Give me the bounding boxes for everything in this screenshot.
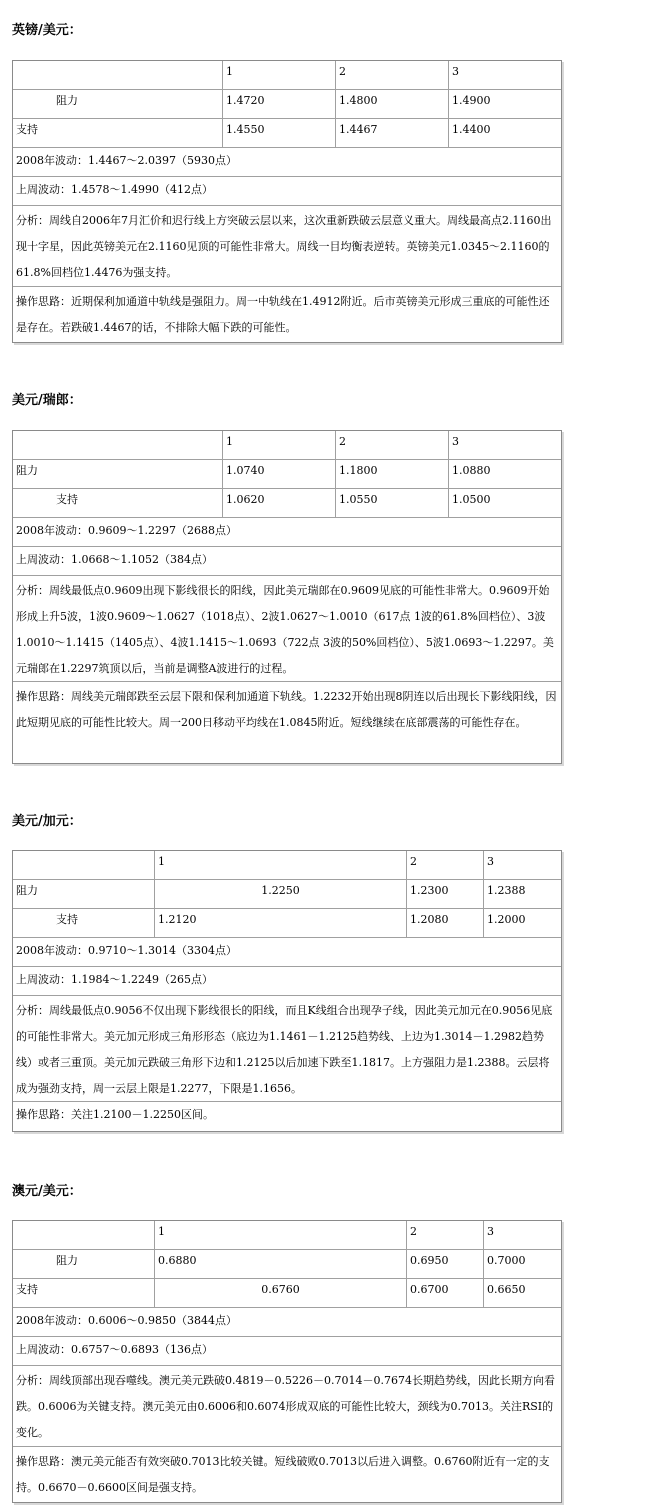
- resistance-value: 0.7000: [487, 1254, 526, 1267]
- header-cell: 2: [336, 431, 449, 459]
- support-value: 1.4467: [336, 119, 449, 147]
- range-2008-text: 2008年波动：0.6006～0.9850（3844点）: [16, 1314, 237, 1327]
- resistance-row: [13, 90, 561, 119]
- resistance-value: 1.2250: [155, 880, 407, 908]
- support-value: 1.0550: [336, 489, 449, 517]
- section-title: 美元/瑞郎：: [12, 393, 82, 408]
- support-label: 支持: [13, 1279, 155, 1307]
- strategy-text: 操作思路：关注1.2100－1.2250区间。: [16, 1108, 214, 1121]
- resistance-value: 1.4800: [336, 90, 449, 118]
- support-value: 0.6760: [155, 1279, 407, 1307]
- quote-table: [12, 60, 562, 343]
- support-value: 0.6650: [487, 1283, 526, 1296]
- range-2008-row: [13, 1308, 561, 1337]
- last-week-text: 上周波动：1.4578～1.4990（412点）: [16, 183, 213, 196]
- table-header-row: [13, 61, 561, 90]
- header-cell: 1: [155, 1221, 407, 1249]
- strategy-text: 操作思路：澳元美元能否有效突破0.7013比较关键。短线破败0.7013以后进入调整。0.6760附近有一定的支持。0.6670－0.6600区间是强支持。: [16, 1455, 550, 1494]
- header-cell: 3: [452, 65, 459, 78]
- support-label: 支持: [13, 119, 223, 147]
- section-title: 英镑/美元：: [12, 23, 82, 38]
- strategy-text: 操作思路：近期保利加通道中轨线是强阻力。周一中轨线在1.4912附近。后市英镑美元形成三重底的可能性还是存在。若跌破1.4467的话，不排除大幅下跌的可能性。: [16, 295, 550, 334]
- support-row: [13, 119, 561, 148]
- header-cell: 3: [487, 1225, 494, 1238]
- strategy-row: [13, 287, 561, 342]
- support-value: 0.6700: [407, 1279, 484, 1307]
- resistance-row: [13, 460, 561, 489]
- last-week-row: [13, 1337, 561, 1366]
- range-2008-row: [13, 938, 561, 967]
- support-value: 1.4400: [452, 123, 491, 136]
- header-cell: 2: [407, 851, 484, 879]
- support-value: 1.2000: [487, 913, 526, 926]
- support-value: 1.0620: [223, 489, 336, 517]
- resistance-value: 1.4900: [452, 94, 491, 107]
- resistance-value: 0.6950: [407, 1250, 484, 1278]
- range-2008-row: [13, 148, 561, 177]
- analysis-row: [13, 1366, 561, 1447]
- support-value: 1.2080: [407, 909, 484, 937]
- resistance-row: [13, 1250, 561, 1279]
- resistance-row: [13, 880, 561, 909]
- last-week-row: [13, 547, 561, 576]
- quote-table: [12, 850, 562, 1132]
- resistance-label: 阻力: [13, 880, 155, 908]
- strategy-row: [13, 1102, 561, 1131]
- resistance-value: 1.2388: [487, 884, 526, 897]
- analysis-row: [13, 996, 561, 1102]
- table-header-row: [13, 851, 561, 880]
- header-blank-cell: [13, 61, 223, 89]
- analysis-text: 分析：周线最低点0.9056不仅出现下影线很长的阳线，而且K线组合出现孕子线，因此美元加元在0.9056见底的可能性非常大。美元加元形成三角形形态（底边为1.1461－1.2125趋势线、上边为1.3014－1.2982趋势线）或者三重顶。美元加元跌破三角形下边和1.2125以后加速下跌至1.1817。上方强阻力是1.2388。云层将成为强劲支持，周一云层上限是1.2277，下限是1.1656。: [16, 1004, 553, 1095]
- analysis-text: 分析：周线自2006年7月汇价和迟行线上方突破云层以来，这次重新跌破云层意义重大。周线最高点2.1160出现十字星，因此英镑美元在2.1160见顶的可能性非常大。周线一目均衡表逆转。英镑美元1.0345～2.1160的61.8%回档位1.4476为强支持。: [16, 214, 552, 279]
- support-label: 支持: [13, 909, 155, 937]
- header-blank-cell: [13, 1221, 155, 1249]
- quote-table: [12, 1220, 562, 1503]
- last-week-text: 上周波动：0.6757～0.6893（136点）: [16, 1343, 213, 1356]
- support-label: 支持: [13, 489, 223, 517]
- resistance-value: 0.6880: [155, 1250, 407, 1278]
- table-header-row: [13, 1221, 561, 1250]
- analysis-row: [13, 576, 561, 682]
- last-week-text: 上周波动：1.1984～1.2249（265点）: [16, 973, 213, 986]
- header-blank-cell: [13, 851, 155, 879]
- header-cell: 1: [223, 431, 336, 459]
- header-cell: 2: [407, 1221, 484, 1249]
- analysis-text: 分析：周线最低点0.9609出现下影线很长的阳线，因此美元瑞郎在0.9609见底的可能性非常大。0.9609开始形成上升5波，1波0.9609～1.0627（1018点）、2波1.0627～1.0010（617点 1波的61.8%回档位）、3波1.0010～1.1415（1405点）、4波1.1415～1.0693（722点 3波的50%回档位）、5波1.0693～1.2297。美元瑞郎在1.2297筑顶以后，当前是调整A波进行的过程。: [16, 584, 554, 675]
- resistance-label: 阻力: [13, 460, 223, 488]
- header-blank-cell: [13, 431, 223, 459]
- support-row: [13, 1279, 561, 1308]
- range-2008-row: [13, 518, 561, 547]
- resistance-label: 阻力: [13, 90, 223, 118]
- section-title: 澳元/美元：: [12, 1184, 82, 1199]
- last-week-row: [13, 967, 561, 996]
- support-row: [13, 909, 561, 938]
- resistance-label: 阻力: [13, 1250, 155, 1278]
- header-cell: 3: [452, 435, 459, 448]
- resistance-value: 1.0740: [223, 460, 336, 488]
- header-cell: 2: [336, 61, 449, 89]
- support-value: 1.0500: [452, 493, 491, 506]
- support-value: 1.4550: [223, 119, 336, 147]
- range-2008-text: 2008年波动：1.4467～2.0397（5930点）: [16, 154, 237, 167]
- strategy-text: 操作思路：周线美元瑞郎跌至云层下限和保利加通道下轨线。1.2232开始出现8阴连以后出现长下影线阳线，因此短期见底的可能性比较大。周一200日移动平均线在1.0845附近。短线继续在底部震荡的可能性存在。: [16, 690, 557, 729]
- resistance-value: 1.4720: [223, 90, 336, 118]
- support-row: [13, 489, 561, 518]
- range-2008-text: 2008年波动：0.9710～1.3014（3304点）: [16, 944, 237, 957]
- analysis-text: 分析：周线顶部出现吞噬线。澳元美元跌破0.4819－0.5226－0.7014－0.7674长期趋势线，因此长期方向看跌。0.6006为关键支持。澳元美元由0.6006和0.6074形成双底的可能性比较大，颈线为0.7013。关注RSI的变化。: [16, 1374, 555, 1439]
- last-week-row: [13, 177, 561, 206]
- strategy-row: [13, 682, 561, 763]
- resistance-value: 1.2300: [407, 880, 484, 908]
- quote-table: [12, 430, 562, 764]
- range-2008-text: 2008年波动：0.9609～1.2297（2688点）: [16, 524, 237, 537]
- last-week-text: 上周波动：1.0668～1.1052（384点）: [16, 553, 213, 566]
- table-header-row: [13, 431, 561, 460]
- section-title: 美元/加元：: [12, 814, 82, 829]
- header-cell: 1: [155, 851, 407, 879]
- resistance-value: 1.0880: [452, 464, 491, 477]
- strategy-row: [13, 1447, 561, 1502]
- header-cell: 1: [223, 61, 336, 89]
- resistance-value: 1.1800: [336, 460, 449, 488]
- analysis-row: [13, 206, 561, 287]
- support-value: 1.2120: [155, 909, 407, 937]
- header-cell: 3: [487, 855, 494, 868]
